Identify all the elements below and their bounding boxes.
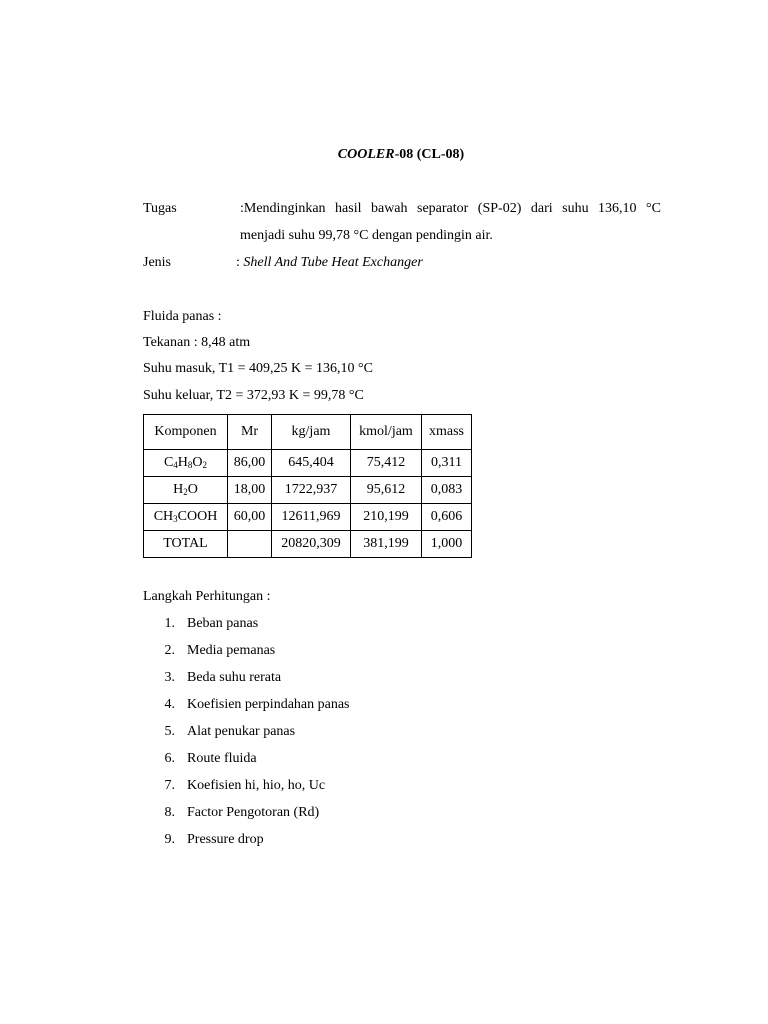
table-header-row — [144, 415, 472, 450]
step-number: 8. — [164, 805, 175, 820]
header-xmass: xmass — [422, 415, 472, 450]
cell-kmol-jam: 381,199 — [351, 531, 422, 558]
cell-kg-jam: 1722,937 — [272, 477, 351, 504]
suhu-keluar-text: Suhu keluar, T2 = 372,93 K = 99,78 °C — [143, 388, 364, 403]
page-title — [0, 146, 768, 164]
cell-kmol-jam: 95,612 — [351, 477, 422, 504]
step-number: 5. — [164, 724, 175, 739]
cell-kmol-jam: 210,199 — [351, 504, 422, 531]
formula: $CH_3COOH$ — [153, 509, 218, 524]
header-kg-jam: kg/jam — [272, 415, 351, 450]
table-total-row — [144, 531, 472, 558]
cell-mr — [228, 531, 272, 558]
step-text: Beban panas — [187, 616, 259, 631]
jenis-value: Shell And Tube Heat Exchanger — [243, 255, 423, 270]
cell-xmass: 0,311 — [422, 450, 472, 477]
cell-mr: 60,00 — [228, 504, 272, 531]
table-row — [144, 477, 472, 504]
table-row — [144, 504, 472, 531]
step-number: 6. — [164, 751, 175, 766]
formula: $H_2O$ — [173, 482, 198, 497]
cell-kg-jam: 20820,309 — [272, 531, 351, 558]
step-number: 3. — [164, 670, 175, 685]
step-number: 7. — [164, 778, 175, 793]
cell-xmass: 0,606 — [422, 504, 472, 531]
tugas-label: Tugas — [143, 201, 177, 216]
cell-kg-jam: 645,404 — [272, 450, 351, 477]
tugas-text-line1: :Mendinginkan hasil bawah separator (SP-02) dari suhu 136,10 °C — [240, 201, 661, 216]
table-row — [144, 450, 472, 477]
step-number: 4. — [164, 697, 175, 712]
cell-komponen — [144, 504, 228, 531]
step-text: Media pemanas — [187, 643, 276, 658]
cell-mr: 18,00 — [228, 477, 272, 504]
step-text: Beda suhu rerata — [187, 670, 282, 685]
cell-komponen — [144, 450, 228, 477]
cell-komponen — [144, 477, 228, 504]
cell-kmol-jam: 75,412 — [351, 450, 422, 477]
cell-xmass: 0,083 — [422, 477, 472, 504]
jenis-label: Jenis — [143, 255, 171, 270]
step-text: Pressure drop — [187, 832, 264, 847]
fluida-panas-heading: Fluida panas : — [143, 309, 222, 324]
cell-kg-jam: 12611,969 — [272, 504, 351, 531]
step-number: 9. — [164, 832, 175, 847]
formula: $C_4H_8O_2$ — [163, 455, 208, 470]
component-table — [143, 414, 472, 558]
header-komponen: Komponen — [144, 415, 228, 450]
cell-komponen: TOTAL — [144, 531, 228, 558]
header-kmol-jam: kmol/jam — [351, 415, 422, 450]
step-number: 2. — [164, 643, 175, 658]
langkah-heading: Langkah Perhitungan : — [143, 589, 271, 604]
jenis-value-line — [236, 254, 423, 272]
jenis-prefix: : — [236, 255, 244, 270]
tekanan-text: Tekanan : 8,48 atm — [143, 335, 251, 350]
step-text: Factor Pengotoran (Rd) — [187, 805, 320, 820]
cell-xmass: 1,000 — [422, 531, 472, 558]
header-mr: Mr — [228, 415, 272, 450]
step-text: Alat penukar panas — [187, 724, 296, 739]
step-text: Koefisien perpindahan panas — [187, 697, 350, 712]
cell-mr: 86,00 — [228, 450, 272, 477]
tugas-text-line2: menjadi suhu 99,78 °C dengan pendingin air. — [240, 228, 493, 243]
title-name: COOLER — [337, 147, 395, 162]
title-code: -08 (CL-08) — [394, 147, 465, 162]
step-text: Koefisien hi, hio, ho, Uc — [187, 778, 326, 793]
step-number: 1. — [164, 616, 175, 631]
suhu-masuk-text: Suhu masuk, T1 = 409,25 K = 136,10 °C — [143, 361, 373, 376]
step-text: Route fluida — [187, 751, 257, 766]
